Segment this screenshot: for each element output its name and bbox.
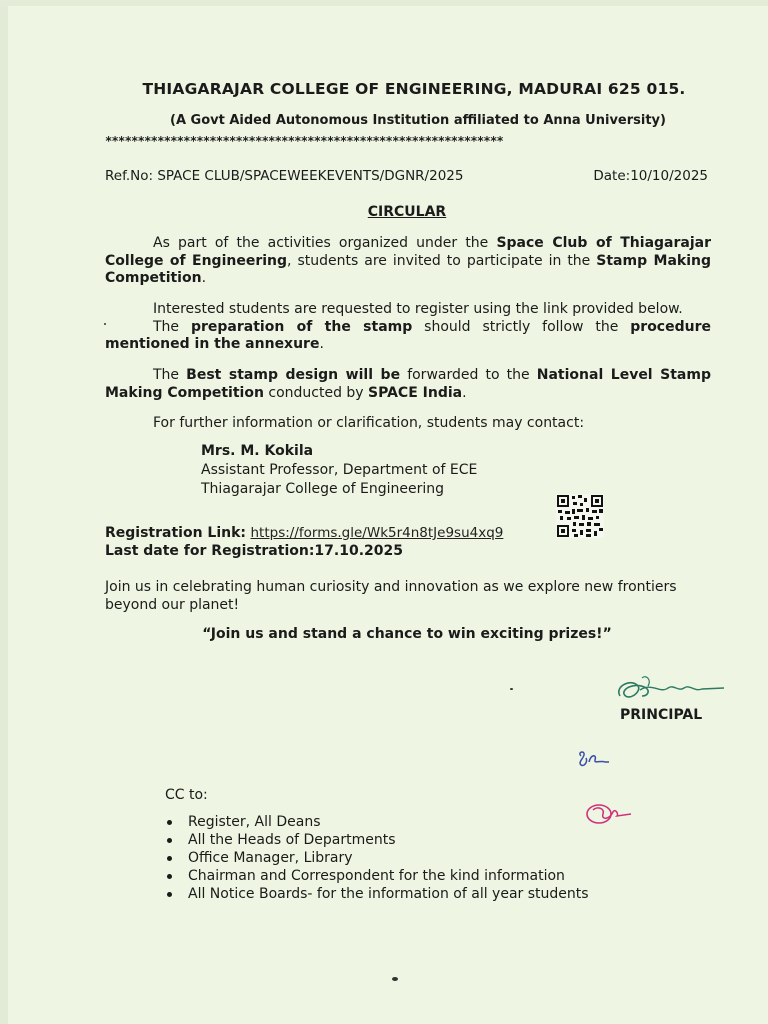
paragraph-national-level: The Best stamp design will be forwarded to the National Level Stamp Making Competition conducted by SPACE India. [105,367,711,401]
scan-speck [104,323,106,325]
principal-signature-icon [612,672,732,712]
paragraph-intro: As part of the activities organized under the Space Club of Thiagarajar College of Engineering, students are invited to participate in the Stamp Making Competition. [105,235,711,286]
affiliation-subtitle: (A Govt Aided Autonomous Institution affiliated to Anna University) [170,113,666,128]
reference-number: Ref.No: SPACE CLUB/SPACEWEEKEVENTS/DGNR/2025 [105,168,464,184]
star-separator: ************************************************************* [105,134,504,148]
scan-speck [392,977,398,981]
scan-edge-top [0,0,768,6]
college-title: THIAGARAJAR COLLEGE OF ENGINEERING, MADURAI 625 015. [142,80,686,98]
list-item: All Notice Boards- for the information of all year students [165,885,589,903]
contact-institution: Thiagarajar College of Engineering [201,481,444,497]
contact-block [201,442,477,499]
last-date: Last date for Registration:17.10.2025 [105,543,403,559]
join-text: Join us in celebrating human curiosity and innovation as we explore new frontiers beyond our planet! [105,579,677,613]
list-item: Register, All Deans [165,813,589,831]
contact-name: Mrs. M. Kokila [201,443,314,459]
list-item: Chairman and Correspondent for the kind information [165,867,589,885]
handwritten-mark-icon [583,800,635,826]
circular-heading: CIRCULAR [367,204,447,220]
circular-date: Date:10/10/2025 [593,168,708,184]
registration-link[interactable]: https://forms.gle/Wk5r4n8tJe9su4xq9 [250,525,504,541]
contact-designation: Assistant Professor, Department of ECE [201,462,478,478]
list-item: Office Manager, Library [165,849,589,867]
registration-block [105,524,503,560]
cc-list [165,813,589,903]
qr-code-icon[interactable] [556,494,604,538]
handwritten-initials-icon [575,748,615,770]
paragraph-registration: Interested students are requested to register using the link provided below. The preparation of the stamp should strictly follow the procedure mentioned in the annexure. [105,301,711,352]
principal-label: PRINCIPAL [620,707,703,723]
registration-label: Registration Link: [105,525,247,541]
scan-speck [510,688,513,690]
list-item: All the Heads of Departments [165,831,589,849]
reference-line [105,168,708,184]
paragraph-contact-intro: For further information or clarification, students may contact: [153,415,585,431]
prize-quote: “Join us and stand a chance to win exciting prizes!” [202,626,612,642]
cc-label: CC to: [165,787,208,803]
scan-edge-left [0,0,8,1024]
